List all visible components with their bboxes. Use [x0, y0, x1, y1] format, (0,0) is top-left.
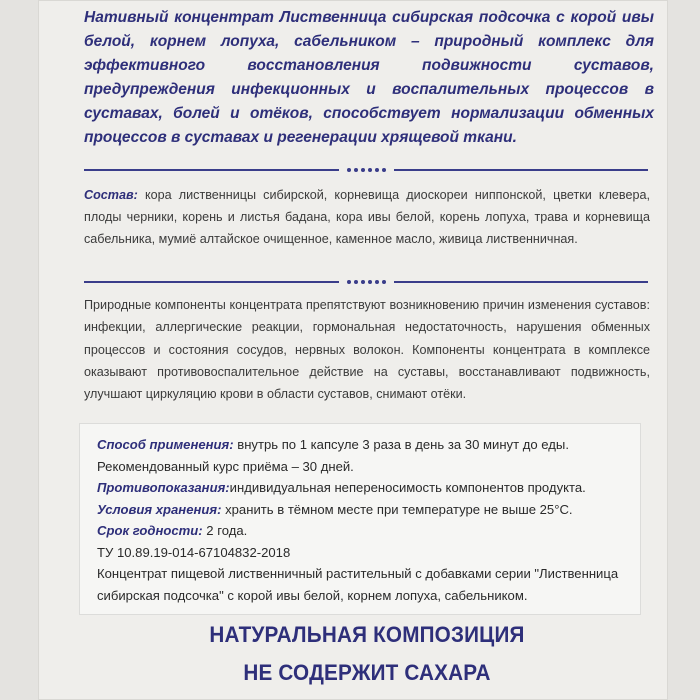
divider-dot [354, 280, 358, 284]
divider-dot [382, 168, 386, 172]
decorative-divider-top [84, 164, 648, 176]
tu-row: ТУ 10.89.19-014-67104832-2018 [97, 544, 291, 560]
usage-label: Способ применения: [97, 437, 234, 452]
divider-dot [354, 168, 358, 172]
composition-label: Состав: [84, 188, 138, 202]
divider-dot [368, 168, 372, 172]
divider-dot [347, 280, 351, 284]
shelf-life-text: 2 года. [202, 523, 248, 538]
composition-paragraph [84, 184, 650, 250]
composition-text: кора лиственницы сибирской, корневища диоскореи ниппонской, цветки клевера, плоды черники, корень и листья бадана, кора ивы белой, корень лопуха, трава и корневища сабельника, мумиё алтайское очищенное, каменное масло, живица лиственничная. [84, 188, 650, 246]
divider-dot [382, 280, 386, 284]
divider-line-left [84, 169, 339, 171]
contraindications-text: индивидуальная непереносимость компонентов продукта. [229, 480, 586, 495]
storage-label: Условия хранения: [97, 501, 222, 517]
components-paragraph: Природные компоненты концентрата препятствуют возникновению причин изменения суставов: инфекции, аллергические реакции, гормональная недостаточность, нарушения обменных процессов и состояния сосудов, нервных волокон. Компоненты концентрата в комплексе оказывают противовоспалительное действие на суставы, восстанавливают подвижность, улучшают циркуляцию крови в области суставов, снимают отёки. [84, 298, 650, 402]
footer-headline-2: НЕ СОДЕРЖИТ САХАРА [243, 660, 491, 685]
divider-line-left [84, 281, 339, 283]
product-line-1: Концентрат пищевой лиственничный растительный с добавками серии "Лиственница [97, 566, 619, 581]
divider-line-right [394, 169, 649, 171]
shelf-life-label: Срок годности: [97, 523, 203, 538]
usage-label-sticker [80, 424, 640, 614]
divider-dot [368, 280, 372, 284]
usage-text: внутрь по 1 капсуле 3 раза в день за 30 минут до еды. [233, 437, 569, 452]
storage-text: хранить в тёмном месте при температуре не выше 25°С. [221, 501, 573, 517]
decorative-divider-middle [84, 276, 648, 288]
contraindications-row [97, 477, 640, 499]
usage-row [97, 434, 640, 456]
intro-paragraph: Нативный концентрат Лиственница сибирская подсочка с корой ивы белой, корнем лопуха, сабельником – природный комплекс для эффективного восстановления подвижности суставов, предупреждения инфекционных и воспалительных процессов в суставах, болей и отёков, способствует нормализации обменных процессов в суставах и регенерации хрящевой ткани. [84, 9, 654, 146]
divider-dot [361, 168, 365, 172]
divider-line-right [394, 281, 649, 283]
contraindications-label: Противопоказания: [97, 480, 230, 495]
divider-dots [347, 280, 386, 284]
divider-dot [375, 168, 379, 172]
storage-row [97, 499, 640, 521]
shelf-life-row [97, 520, 640, 542]
divider-dot [361, 280, 365, 284]
divider-dot [375, 280, 379, 284]
divider-dots [347, 168, 386, 172]
product-line-2: сибирская подсочка" с корой ивы белой, корнем лопуха, сабельником. [97, 587, 528, 603]
course-row: Рекомендованный курс приёма – 30 дней. [97, 458, 354, 474]
divider-dot [347, 168, 351, 172]
footer-headline-1: НАТУРАЛЬНАЯ КОМПОЗИЦИЯ [209, 622, 525, 647]
